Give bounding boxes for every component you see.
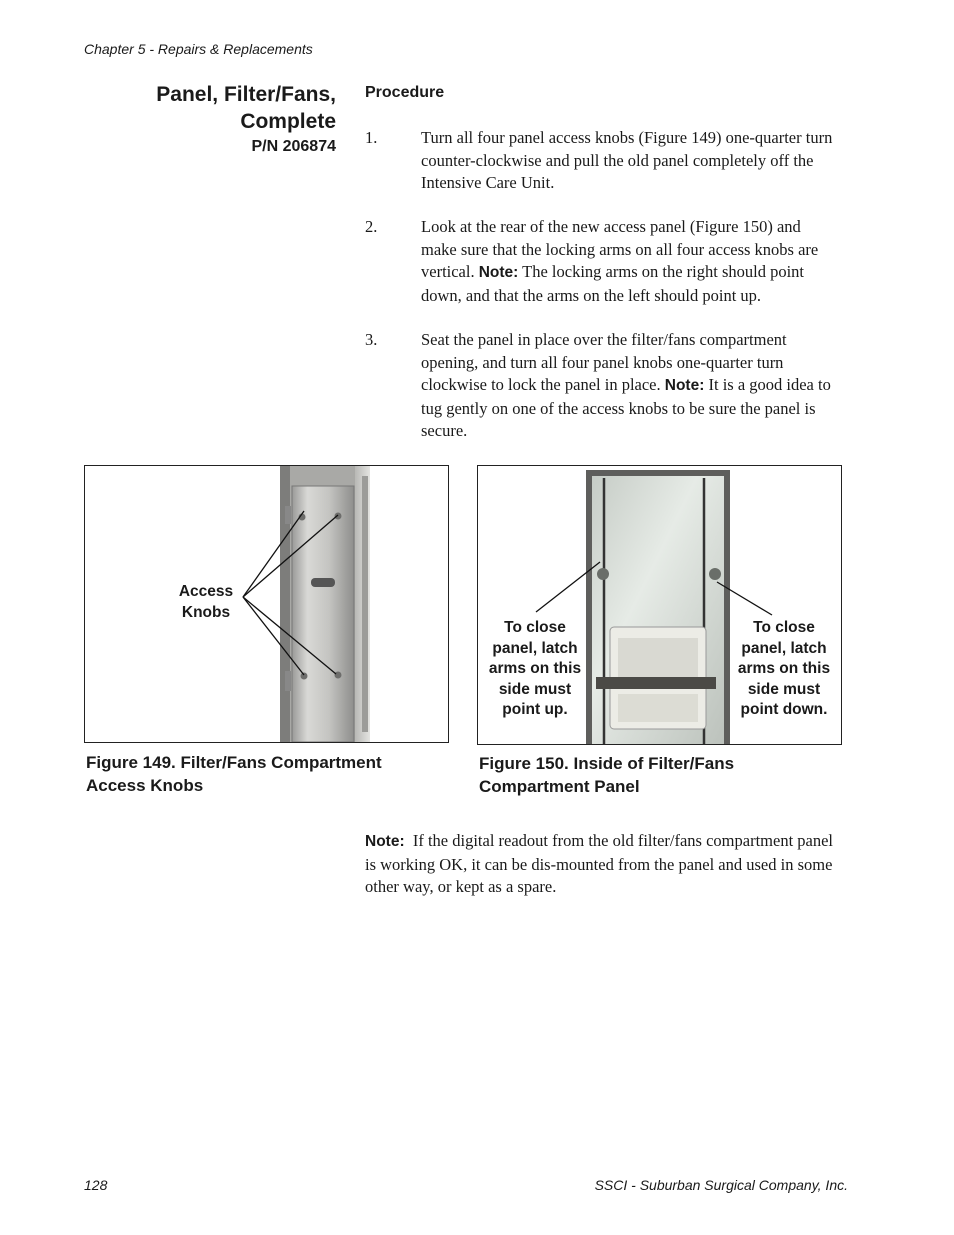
procedure-step-3 <box>365 329 840 443</box>
section-title <box>76 81 336 135</box>
caption-line-1: Figure 149. Filter/Fans Compartment <box>86 753 382 772</box>
access-knob-bottom-left <box>301 673 308 680</box>
caption-line-1: Figure 150. Inside of Filter/Fans <box>479 754 735 773</box>
note-label: Note: <box>478 264 519 281</box>
housing-upper-panel <box>618 638 698 678</box>
step-text <box>421 329 840 443</box>
access-knob-bottom-right <box>335 672 342 679</box>
left-arms-callout <box>481 618 589 721</box>
callout-line: side must <box>498 680 572 698</box>
note-text: It is a good idea to tug gently on one of the access knobs to be sure the panel is secure. <box>421 375 831 440</box>
callout-line: To close <box>753 619 815 636</box>
callout-line: Knobs <box>181 603 231 621</box>
figure-150-caption <box>479 752 829 798</box>
caption-line-2: Compartment Panel <box>479 777 640 796</box>
callout-line: panel, latch <box>492 639 578 657</box>
page-number: 128 <box>84 1177 108 1193</box>
note-label: Note: <box>365 833 405 850</box>
section-title-line-2: Complete <box>240 110 336 133</box>
cross-bracket <box>596 677 716 689</box>
step-number: 2. <box>365 217 378 236</box>
bottom-note <box>365 830 840 899</box>
section-title-line-1: Panel, Filter/Fans, <box>156 83 336 106</box>
note-text: The locking arms on the right should point down, and that the arms on the left should point up. <box>421 262 804 305</box>
step-number: 1. <box>365 128 378 147</box>
callout-line: To close <box>504 619 566 636</box>
chapter-header: Chapter 5 - Repairs & Replacements <box>84 41 313 57</box>
procedure-step-2 <box>365 216 840 307</box>
note-text: If the digital readout from the old filter/fans compartment panel is working OK, it can be dis-mounted from the panel and used in some other way, or kept as a spare. <box>365 831 834 896</box>
callout-line: point down. <box>740 701 828 718</box>
right-arms-callout <box>730 618 838 721</box>
access-knobs-callout <box>165 582 247 623</box>
callout-line: side must <box>747 680 821 698</box>
callout-line: arms on this <box>737 660 831 677</box>
note-label: Note: <box>664 377 705 394</box>
footer-company: SSCI - Suburban Surgical Company, Inc. <box>594 1177 848 1193</box>
figure-149-photo <box>85 466 448 742</box>
figure-149 <box>84 465 449 743</box>
caption-line-2: Access Knobs <box>86 776 204 795</box>
callout-line: point up. <box>502 701 568 718</box>
latch-knob-right <box>709 568 721 580</box>
part-number: P/N 206874 <box>251 138 336 155</box>
step-text <box>421 216 840 307</box>
step-number: 3. <box>365 330 378 349</box>
digital-readout-slot <box>311 578 335 587</box>
hinge-bottom <box>285 671 291 691</box>
access-knob-top-right <box>335 513 342 520</box>
callout-line: arms on this <box>488 660 582 677</box>
callout-line: panel, latch <box>741 639 827 657</box>
procedure-step-1 <box>365 127 840 195</box>
callout-line: Access <box>178 583 234 600</box>
step-text-main: Seat the panel in place over the filter/fans compartment opening, and turn all four panel knobs one-quarter turn clockwise to lock the panel in place. <box>421 330 787 394</box>
figure-150 <box>477 465 842 745</box>
step-text-main: Look at the rear of the new access panel (Figure 150) and make sure that the locking arms on all four access knobs are vertical. <box>421 217 819 281</box>
frame-edge <box>362 476 368 732</box>
hinge-top <box>285 506 291 524</box>
procedure-heading: Procedure <box>365 84 445 101</box>
step-text: Turn all four panel access knobs (Figure 149) one-quarter turn counter-clockwise and pull the old panel completely off the Intensive Care Unit. <box>421 128 833 192</box>
figure-149-caption <box>86 751 436 797</box>
latch-knob-left <box>597 568 609 580</box>
housing-vent <box>618 694 698 722</box>
filter-fan-panel <box>292 486 354 742</box>
